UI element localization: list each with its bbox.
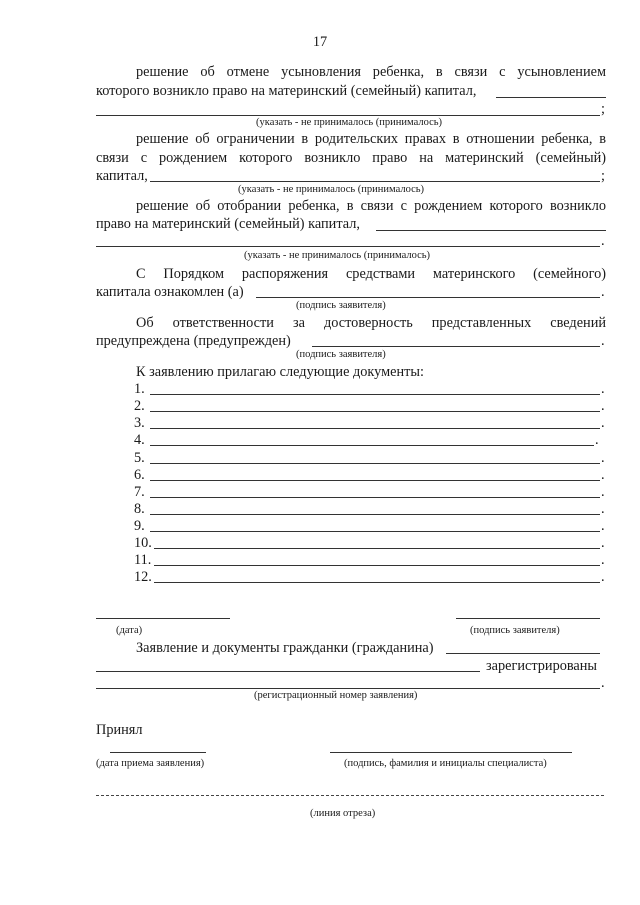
adoption-fill-line-2[interactable] [96, 115, 600, 116]
removal-line-1: решение об отобрании ребенка, в связи с рождением которого возникло [136, 198, 606, 214]
document-item-number: 10. [134, 535, 152, 551]
adoption-fill-line-1[interactable] [496, 97, 606, 98]
document-item-number: 5. [134, 450, 145, 466]
removal-fill-line-1[interactable] [376, 230, 606, 231]
specialist-signature-line[interactable] [330, 752, 572, 753]
document-item-end: . [601, 535, 605, 551]
responsibility-signature-line[interactable] [312, 346, 600, 347]
procedure-signature-line[interactable] [256, 297, 600, 298]
restriction-line-3: капитал, [96, 168, 148, 184]
document-item-line[interactable] [154, 582, 600, 583]
citizen-name-line-1[interactable] [446, 653, 600, 654]
document-item-line[interactable] [154, 548, 600, 549]
citizen-name-line-2[interactable] [96, 671, 480, 672]
registration-caption: (регистрационный номер заявления) [254, 690, 418, 701]
applicant-signature-caption: (подпись заявителя) [470, 625, 560, 636]
document-item-number: 12. [134, 569, 152, 585]
adoption-end-mark: ; [601, 101, 605, 117]
removal-end-mark: . [601, 233, 605, 249]
registration-end-mark: . [601, 675, 605, 691]
document-item-end: . [601, 467, 605, 483]
document-item-end: . [601, 381, 605, 397]
removal-fill-line-2[interactable] [96, 246, 600, 247]
registered-label: зарегистрированы [486, 658, 598, 674]
document-item-line[interactable] [150, 445, 594, 446]
document-item-line[interactable] [150, 480, 600, 481]
registration-number-line[interactable] [96, 688, 600, 689]
restriction-line-2: связи с рождением которого возникло право на материнский (семейный) [96, 150, 606, 166]
responsibility-caption: (подпись заявителя) [296, 349, 386, 360]
restriction-fill-line[interactable] [150, 181, 600, 182]
document-item-line[interactable] [150, 497, 600, 498]
adoption-line-1: решение об отмене усыновления ребенка, в связи с усыновлением [136, 64, 606, 80]
document-item-end: . [601, 450, 605, 466]
adoption-line-2: которого возникло право на материнский (семейный) капитал, [96, 83, 477, 99]
adoption-caption: (указать - не принималось (принималось) [256, 117, 443, 128]
document-item-number: 7. [134, 484, 145, 500]
document-item-number: 9. [134, 518, 145, 534]
responsibility-line-1: Об ответственности за достоверность представленных сведений [136, 315, 606, 331]
cut-line-caption: (линия отреза) [310, 808, 376, 819]
document-item-end: . [601, 398, 605, 414]
procedure-caption: (подпись заявителя) [296, 300, 386, 311]
document-item-number: 4. [134, 432, 145, 448]
document-item-end: . [601, 501, 605, 517]
restriction-end-mark: ; [601, 168, 605, 184]
removal-caption: (указать - не принималось (принималось) [244, 250, 431, 261]
date-caption: (дата) [116, 625, 143, 636]
document-item-end: . [595, 432, 599, 448]
document-item-end: . [601, 569, 605, 585]
document-item-number: 6. [134, 467, 145, 483]
document-item-line[interactable] [154, 565, 600, 566]
specialist-caption: (подпись, фамилия и инициалы специалиста) [344, 758, 547, 769]
document-item-line[interactable] [150, 531, 600, 532]
registration-line-1: Заявление и документы гражданки (гражданина) [136, 640, 434, 656]
removal-line-2: право на материнский (семейный) капитал, [96, 216, 360, 232]
document-item-number: 8. [134, 501, 145, 517]
document-item-number: 1. [134, 381, 145, 397]
acceptance-date-caption: (дата приема заявления) [96, 758, 205, 769]
document-item-line[interactable] [150, 428, 600, 429]
acceptance-date-line[interactable] [110, 752, 206, 753]
procedure-line-2: капитала ознакомлен (а) [96, 284, 244, 300]
document-item-end: . [601, 552, 605, 568]
responsibility-end-mark: . [601, 333, 605, 349]
document-item-line[interactable] [150, 394, 600, 395]
document-item-number: 3. [134, 415, 145, 431]
date-line[interactable] [96, 618, 230, 619]
procedure-line-1: С Порядком распоряжения средствами материнского (семейного) [136, 266, 606, 282]
accepted-label: Принял [96, 722, 143, 738]
responsibility-line-2: предупреждена (предупрежден) [96, 333, 291, 349]
document-item-number: 2. [134, 398, 145, 414]
document-item-end: . [601, 484, 605, 500]
document-item-end: . [601, 518, 605, 534]
document-item-line[interactable] [150, 514, 600, 515]
restriction-caption: (указать - не принималось (принималось) [238, 184, 425, 195]
applicant-signature-line[interactable] [456, 618, 600, 619]
document-item-number: 11. [134, 552, 152, 568]
restriction-line-1: решение об ограничении в родительских правах в отношении ребенка, в [136, 131, 606, 147]
cut-line [96, 795, 604, 796]
procedure-end-mark: . [601, 284, 605, 300]
document-item-line[interactable] [150, 411, 600, 412]
page-number: 17 [312, 34, 328, 50]
document-item-line[interactable] [150, 463, 600, 464]
document-item-end: . [601, 415, 605, 431]
documents-heading: К заявлению прилагаю следующие документы: [136, 364, 424, 380]
